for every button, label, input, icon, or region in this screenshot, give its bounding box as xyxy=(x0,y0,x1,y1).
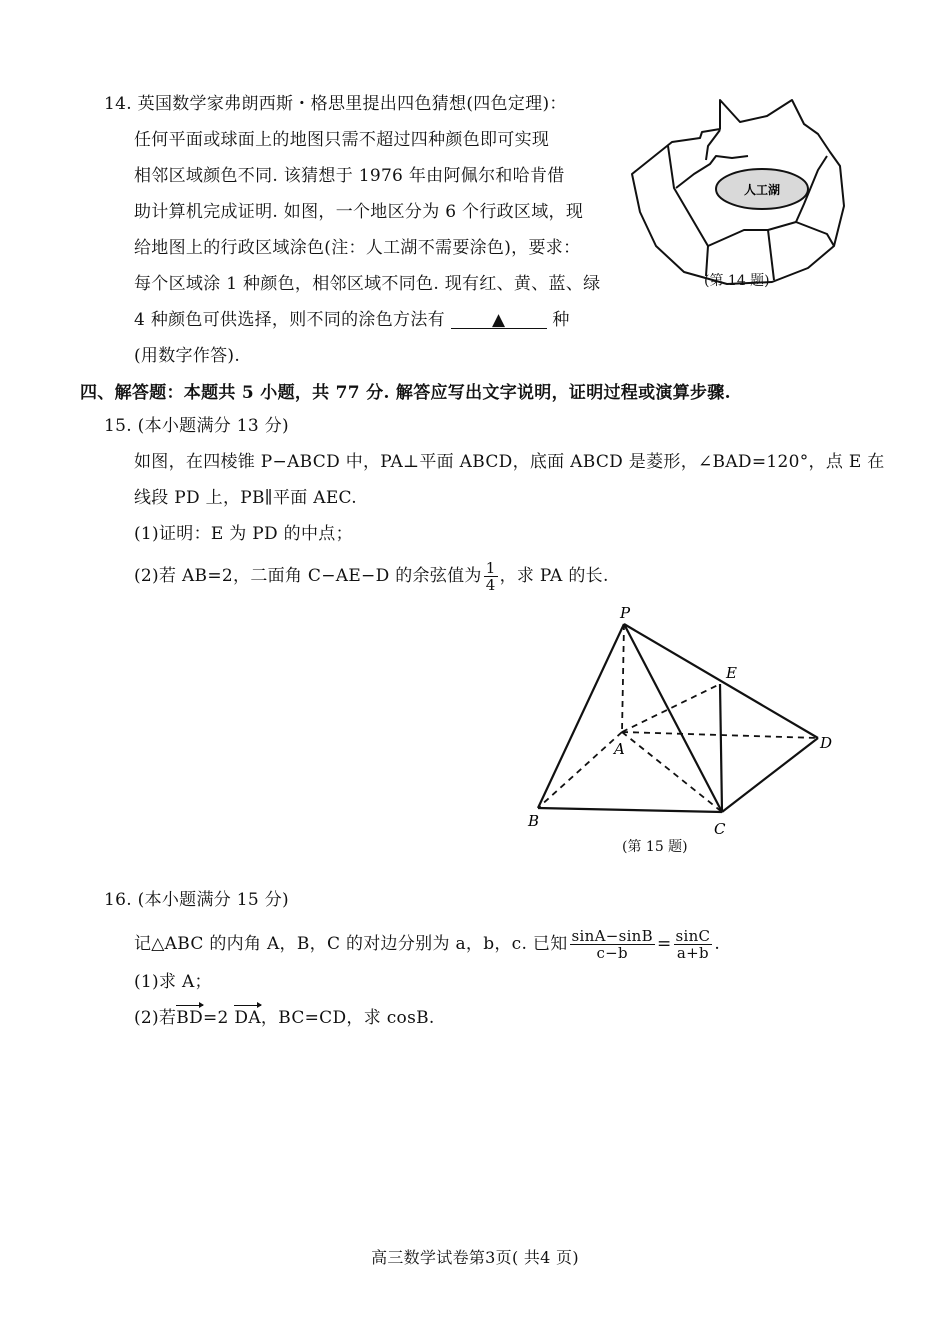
q14-figure-caption: (第 14 题) xyxy=(704,273,770,289)
fraction-numerator: sinA−sinB xyxy=(571,927,653,945)
q14-line-4: 助计算机完成证明. 如图，一个地区分为 6 个行政区域，现 xyxy=(134,202,584,222)
fraction-sine-diff xyxy=(570,928,655,961)
q15-line-1: 如图，在四棱锥 P−ABCD 中，PA⊥平面 ABCD，底面 ABCD 是菱形，∠BAD=120°，点 E 在 xyxy=(134,452,885,472)
q15-part-1: (1)证明：E 为 PD 的中点； xyxy=(134,524,353,544)
q14-unit: 种 xyxy=(552,310,570,330)
label-P: P xyxy=(620,604,631,622)
label-D: D xyxy=(820,734,833,752)
blank-mark: ▲ xyxy=(491,310,506,330)
fraction-denominator: 4 xyxy=(485,576,496,594)
q15-figure-caption: (第 15 题) xyxy=(622,839,688,855)
label-C: C xyxy=(714,820,726,838)
q15-part-2-pre: (2)若 AB=2，二面角 C−AE−D 的余弦值为 xyxy=(134,566,482,586)
q14-line-7-text: 4 种颜色可供选择，则不同的涂色方法有 xyxy=(134,310,445,330)
q16-header: 16. (本小题满分 15 分) xyxy=(104,890,289,910)
q14-line-1: 14. 英国数学家弗朗西斯・格思里提出四色猜想(四色定理)： xyxy=(104,94,567,114)
q16-part-2-post: ，BC=CD，求 cosB. xyxy=(260,1008,435,1028)
fraction-numerator: sinC xyxy=(675,927,711,945)
edge-AB xyxy=(538,732,622,808)
lake-label: 人工湖 xyxy=(743,183,781,197)
label-E: E xyxy=(726,664,737,682)
q15-part-2-post: ，求 PA 的长. xyxy=(499,566,609,586)
q16-part-1: (1)求 A； xyxy=(134,972,212,992)
q15-line-2: 线段 PD 上，PB∥平面 AEC. xyxy=(134,488,357,508)
edge-PA xyxy=(622,624,624,732)
fraction-one-quarter xyxy=(484,560,498,593)
q15-header: 15. (本小题满分 13 分) xyxy=(104,416,289,436)
q16-line-1 xyxy=(134,928,720,961)
section-heading: 四、解答题：本题共 5 小题，共 77 分. 解答应写出文字说明，证明过程或演算步骤. xyxy=(80,383,731,403)
vector-DA: DA xyxy=(234,1008,261,1028)
fraction-denominator: a+b xyxy=(676,944,709,962)
map-border-4 xyxy=(708,222,834,246)
label-A: A xyxy=(614,740,625,758)
edge-AC xyxy=(622,732,722,812)
q14-map-figure xyxy=(622,94,862,294)
fraction-denominator: c−b xyxy=(596,944,628,962)
q15-pyramid-figure xyxy=(520,600,850,840)
q16-line-1-pre: 记△ABC 的内角 A，B，C 的对边分别为 a，b，c. 已知 xyxy=(134,934,568,954)
fraction-numerator: 1 xyxy=(485,559,496,577)
q15-part-2 xyxy=(134,560,609,593)
equals-sign: = xyxy=(656,934,672,954)
edge-AE xyxy=(622,684,720,732)
edge-CE xyxy=(720,684,722,812)
vector-BD: BD xyxy=(176,1008,204,1028)
edge-PB xyxy=(538,624,624,808)
q14-line-6: 每个区域涂 1 种颜色，相邻区域不同色. 现有红、黄、蓝、绿 xyxy=(134,274,601,294)
label-B: B xyxy=(528,812,540,830)
map-border-1 xyxy=(668,146,708,276)
q14-line-5: 给地图上的行政区域涂色(注：人工湖不需要涂色)，要求： xyxy=(134,238,581,258)
fraction-sine-c xyxy=(674,928,713,961)
q16-part-2-mid: =2 xyxy=(203,1008,229,1028)
q16-line-1-end: . xyxy=(714,934,721,954)
q14-line-2: 任何平面或球面上的地图只需不超过四种颜色即可实现 xyxy=(134,130,550,150)
q16-part-2 xyxy=(134,1008,435,1028)
q14-line-8: (用数字作答). xyxy=(134,346,241,366)
edge-BC xyxy=(538,808,722,812)
page-footer: 高三数学试卷第3页( 共4 页) xyxy=(371,1248,579,1267)
answer-blank xyxy=(451,312,547,329)
edge-CD xyxy=(722,738,818,812)
q16-part-2-pre: (2)若 xyxy=(134,1008,177,1028)
q14-line-7 xyxy=(134,310,570,330)
q14-line-3: 相邻区域颜色不同. 该猜想于 1976 年由阿佩尔和哈肯借 xyxy=(134,166,565,186)
